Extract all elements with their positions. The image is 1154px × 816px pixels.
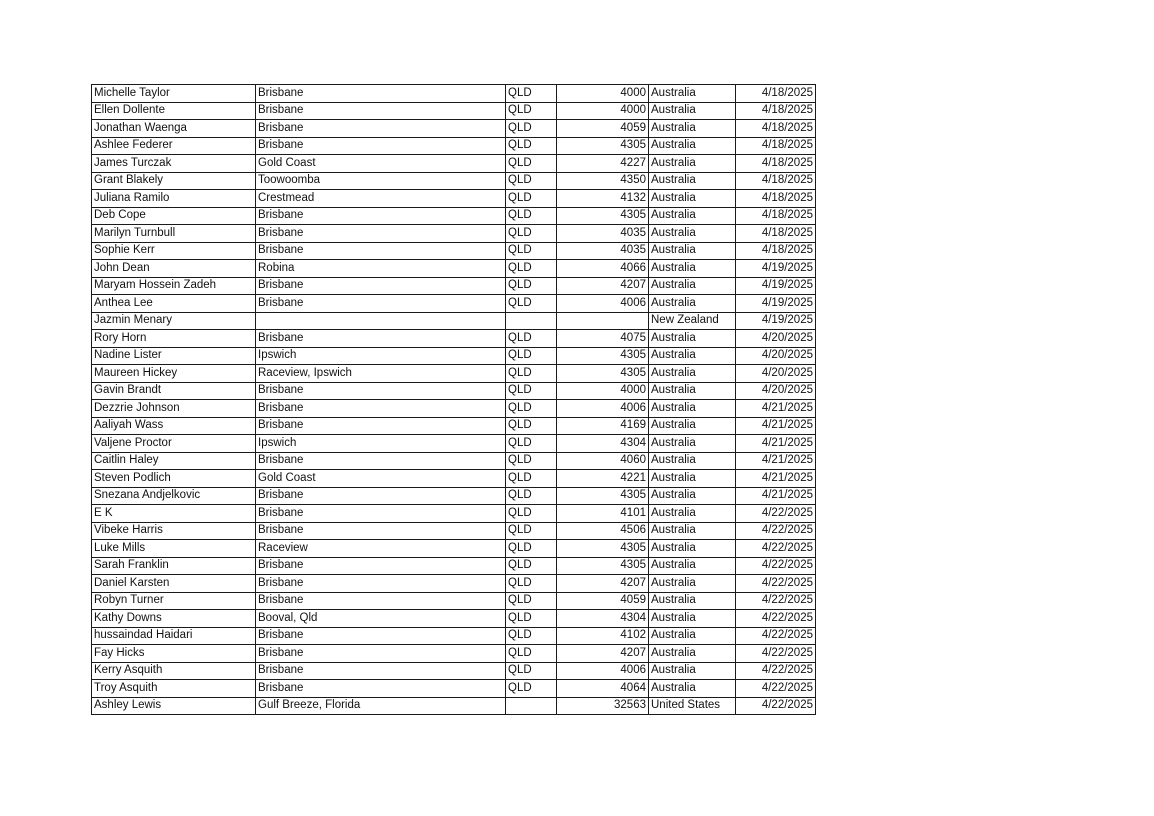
country-cell: Australia [649,557,736,575]
country-cell: Australia [649,505,736,523]
city-cell: Brisbane [256,487,506,505]
name-cell: Valjene Proctor [92,435,256,453]
state-cell: QLD [506,452,557,470]
table-row [92,225,816,243]
table-row [92,242,816,260]
postcode-cell: 4006 [557,662,649,680]
date-cell: 4/18/2025 [736,137,816,155]
city-cell: Brisbane [256,330,506,348]
table-row [92,592,816,610]
table-row [92,382,816,400]
state-cell: QLD [506,120,557,138]
country-cell: Australia [649,645,736,663]
name-cell: Maryam Hossein Zadeh [92,277,256,295]
date-cell: 4/22/2025 [736,697,816,715]
state-cell: QLD [506,522,557,540]
name-cell: hussaindad Haidari [92,627,256,645]
state-cell: QLD [506,662,557,680]
city-cell: Brisbane [256,680,506,698]
city-cell: Brisbane [256,207,506,225]
table-row [92,557,816,575]
date-cell: 4/19/2025 [736,295,816,313]
country-cell: Australia [649,487,736,505]
postcode-cell: 4304 [557,435,649,453]
table-body [92,85,816,715]
postcode-cell: 4035 [557,225,649,243]
name-cell: Marilyn Turnbull [92,225,256,243]
date-cell: 4/22/2025 [736,627,816,645]
country-cell: Australia [649,207,736,225]
postcode-cell: 4221 [557,470,649,488]
state-cell: QLD [506,645,557,663]
name-cell: Kerry Asquith [92,662,256,680]
city-cell: Brisbane [256,137,506,155]
table-row [92,120,816,138]
name-cell: Juliana Ramilo [92,190,256,208]
country-cell: Australia [649,382,736,400]
table-row [92,172,816,190]
state-cell: QLD [506,575,557,593]
date-cell: 4/19/2025 [736,312,816,330]
city-cell: Brisbane [256,627,506,645]
country-cell: Australia [649,155,736,173]
city-cell: Brisbane [256,277,506,295]
date-cell: 4/22/2025 [736,680,816,698]
date-cell: 4/20/2025 [736,365,816,383]
table-row [92,312,816,330]
table-row [92,540,816,558]
postcode-cell: 4066 [557,260,649,278]
table-row [92,102,816,120]
date-cell: 4/19/2025 [736,260,816,278]
name-cell: Fay Hicks [92,645,256,663]
date-cell: 4/18/2025 [736,85,816,103]
state-cell: QLD [506,137,557,155]
state-cell: QLD [506,295,557,313]
date-cell: 4/21/2025 [736,452,816,470]
table-row [92,417,816,435]
city-cell: Brisbane [256,85,506,103]
name-cell: Ellen Dollente [92,102,256,120]
name-cell: Troy Asquith [92,680,256,698]
city-cell: Raceview, Ipswich [256,365,506,383]
name-cell: Sophie Kerr [92,242,256,260]
postcode-cell: 4132 [557,190,649,208]
table-row [92,330,816,348]
postcode-cell: 4350 [557,172,649,190]
city-cell: Brisbane [256,575,506,593]
country-cell: Australia [649,470,736,488]
city-cell: Brisbane [256,557,506,575]
city-cell: Brisbane [256,522,506,540]
country-cell: Australia [649,435,736,453]
date-cell: 4/22/2025 [736,662,816,680]
postcode-cell: 4060 [557,452,649,470]
country-cell: Australia [649,330,736,348]
name-cell: James Turczak [92,155,256,173]
name-cell: Ashlee Federer [92,137,256,155]
name-cell: Caitlin Haley [92,452,256,470]
data-table [91,84,816,715]
date-cell: 4/22/2025 [736,557,816,575]
state-cell: QLD [506,85,557,103]
city-cell: Brisbane [256,417,506,435]
postcode-cell: 32563 [557,697,649,715]
state-cell: QLD [506,242,557,260]
country-cell: Australia [649,295,736,313]
state-cell: QLD [506,505,557,523]
postcode-cell: 4305 [557,487,649,505]
table-row [92,522,816,540]
table-row [92,645,816,663]
date-cell: 4/18/2025 [736,225,816,243]
postcode-cell: 4207 [557,575,649,593]
country-cell: Australia [649,85,736,103]
city-cell [256,312,506,330]
country-cell: Australia [649,417,736,435]
city-cell: Brisbane [256,645,506,663]
date-cell: 4/18/2025 [736,155,816,173]
state-cell: QLD [506,592,557,610]
city-cell: Brisbane [256,662,506,680]
name-cell: Maureen Hickey [92,365,256,383]
date-cell: 4/22/2025 [736,575,816,593]
name-cell: Vibeke Harris [92,522,256,540]
date-cell: 4/22/2025 [736,592,816,610]
city-cell: Brisbane [256,295,506,313]
name-cell: Luke Mills [92,540,256,558]
country-cell: Australia [649,190,736,208]
state-cell: QLD [506,540,557,558]
date-cell: 4/20/2025 [736,347,816,365]
city-cell: Brisbane [256,242,506,260]
table-row [92,85,816,103]
city-cell: Brisbane [256,225,506,243]
state-cell: QLD [506,225,557,243]
name-cell: Jazmin Menary [92,312,256,330]
city-cell: Gold Coast [256,470,506,488]
table-row [92,295,816,313]
state-cell: QLD [506,417,557,435]
postcode-cell: 4059 [557,120,649,138]
state-cell: QLD [506,190,557,208]
date-cell: 4/21/2025 [736,487,816,505]
country-cell: Australia [649,120,736,138]
date-cell: 4/22/2025 [736,610,816,628]
table-row [92,505,816,523]
table-row [92,155,816,173]
table-row [92,627,816,645]
country-cell: Australia [649,575,736,593]
city-cell: Booval, Qld [256,610,506,628]
postcode-cell: 4101 [557,505,649,523]
postcode-cell: 4207 [557,645,649,663]
city-cell: Brisbane [256,102,506,120]
name-cell: Sarah Franklin [92,557,256,575]
date-cell: 4/21/2025 [736,400,816,418]
table-row [92,365,816,383]
state-cell: QLD [506,382,557,400]
date-cell: 4/18/2025 [736,172,816,190]
date-cell: 4/20/2025 [736,382,816,400]
state-cell: QLD [506,487,557,505]
date-cell: 4/22/2025 [736,540,816,558]
postcode-cell: 4035 [557,242,649,260]
table-row [92,207,816,225]
postcode-cell: 4506 [557,522,649,540]
date-cell: 4/22/2025 [736,522,816,540]
name-cell: Robyn Turner [92,592,256,610]
name-cell: Anthea Lee [92,295,256,313]
city-cell: Brisbane [256,505,506,523]
state-cell [506,312,557,330]
date-cell: 4/18/2025 [736,242,816,260]
name-cell: Grant Blakely [92,172,256,190]
table-row [92,680,816,698]
table-row [92,697,816,715]
name-cell: Gavin Brandt [92,382,256,400]
postcode-cell: 4207 [557,277,649,295]
state-cell: QLD [506,102,557,120]
date-cell: 4/18/2025 [736,207,816,225]
date-cell: 4/22/2025 [736,505,816,523]
country-cell: Australia [649,260,736,278]
table-row [92,400,816,418]
city-cell: Brisbane [256,592,506,610]
state-cell: QLD [506,277,557,295]
country-cell: Australia [649,522,736,540]
postcode-cell: 4102 [557,627,649,645]
date-cell: 4/19/2025 [736,277,816,295]
date-cell: 4/22/2025 [736,645,816,663]
name-cell: Deb Cope [92,207,256,225]
country-cell: United States [649,697,736,715]
city-cell: Toowoomba [256,172,506,190]
city-cell: Gold Coast [256,155,506,173]
country-cell: Australia [649,610,736,628]
city-cell: Ipswich [256,435,506,453]
table-row [92,137,816,155]
state-cell: QLD [506,627,557,645]
city-cell: Brisbane [256,400,506,418]
name-cell: E K [92,505,256,523]
table-row [92,575,816,593]
country-cell: Australia [649,592,736,610]
state-cell: QLD [506,470,557,488]
country-cell: Australia [649,102,736,120]
name-cell: Jonathan Waenga [92,120,256,138]
postcode-cell: 4075 [557,330,649,348]
date-cell: 4/18/2025 [736,190,816,208]
state-cell: QLD [506,330,557,348]
state-cell: QLD [506,400,557,418]
state-cell: QLD [506,207,557,225]
name-cell: Michelle Taylor [92,85,256,103]
date-cell: 4/20/2025 [736,330,816,348]
postcode-cell [557,312,649,330]
postcode-cell: 4006 [557,295,649,313]
name-cell: Snezana Andjelkovic [92,487,256,505]
country-cell: Australia [649,680,736,698]
name-cell: John Dean [92,260,256,278]
state-cell: QLD [506,557,557,575]
date-cell: 4/18/2025 [736,120,816,138]
table-row [92,260,816,278]
country-cell: Australia [649,137,736,155]
table-row [92,470,816,488]
country-cell: Australia [649,540,736,558]
postcode-cell: 4169 [557,417,649,435]
state-cell: QLD [506,155,557,173]
country-cell: Australia [649,627,736,645]
country-cell: Australia [649,225,736,243]
name-cell: Nadine Lister [92,347,256,365]
name-cell: Aaliyah Wass [92,417,256,435]
country-cell: Australia [649,172,736,190]
state-cell: QLD [506,610,557,628]
name-cell: Ashley Lewis [92,697,256,715]
city-cell: Brisbane [256,120,506,138]
country-cell: New Zealand [649,312,736,330]
table-row [92,347,816,365]
name-cell: Dezzrie Johnson [92,400,256,418]
table-row [92,487,816,505]
state-cell: QLD [506,435,557,453]
table-row [92,190,816,208]
name-cell: Daniel Karsten [92,575,256,593]
country-cell: Australia [649,662,736,680]
date-cell: 4/21/2025 [736,417,816,435]
city-cell: Raceview [256,540,506,558]
table-row [92,610,816,628]
name-cell: Steven Podlich [92,470,256,488]
country-cell: Australia [649,277,736,295]
postcode-cell: 4304 [557,610,649,628]
postcode-cell: 4305 [557,347,649,365]
postcode-cell: 4000 [557,85,649,103]
postcode-cell: 4064 [557,680,649,698]
state-cell: QLD [506,260,557,278]
table-row [92,277,816,295]
name-cell: Kathy Downs [92,610,256,628]
date-cell: 4/18/2025 [736,102,816,120]
city-cell: Gulf Breeze, Florida [256,697,506,715]
postcode-cell: 4006 [557,400,649,418]
country-cell: Australia [649,242,736,260]
country-cell: Australia [649,452,736,470]
state-cell [506,697,557,715]
postcode-cell: 4305 [557,137,649,155]
country-cell: Australia [649,400,736,418]
postcode-cell: 4000 [557,102,649,120]
table-row [92,662,816,680]
date-cell: 4/21/2025 [736,470,816,488]
postcode-cell: 4059 [557,592,649,610]
table-row [92,435,816,453]
city-cell: Brisbane [256,382,506,400]
state-cell: QLD [506,172,557,190]
city-cell: Brisbane [256,452,506,470]
name-cell: Rory Horn [92,330,256,348]
state-cell: QLD [506,347,557,365]
city-cell: Robina [256,260,506,278]
date-cell: 4/21/2025 [736,435,816,453]
city-cell: Crestmead [256,190,506,208]
postcode-cell: 4305 [557,365,649,383]
country-cell: Australia [649,347,736,365]
table-row [92,452,816,470]
postcode-cell: 4305 [557,540,649,558]
postcode-cell: 4000 [557,382,649,400]
city-cell: Ipswich [256,347,506,365]
postcode-cell: 4227 [557,155,649,173]
country-cell: Australia [649,365,736,383]
postcode-cell: 4305 [557,207,649,225]
postcode-cell: 4305 [557,557,649,575]
state-cell: QLD [506,365,557,383]
state-cell: QLD [506,680,557,698]
